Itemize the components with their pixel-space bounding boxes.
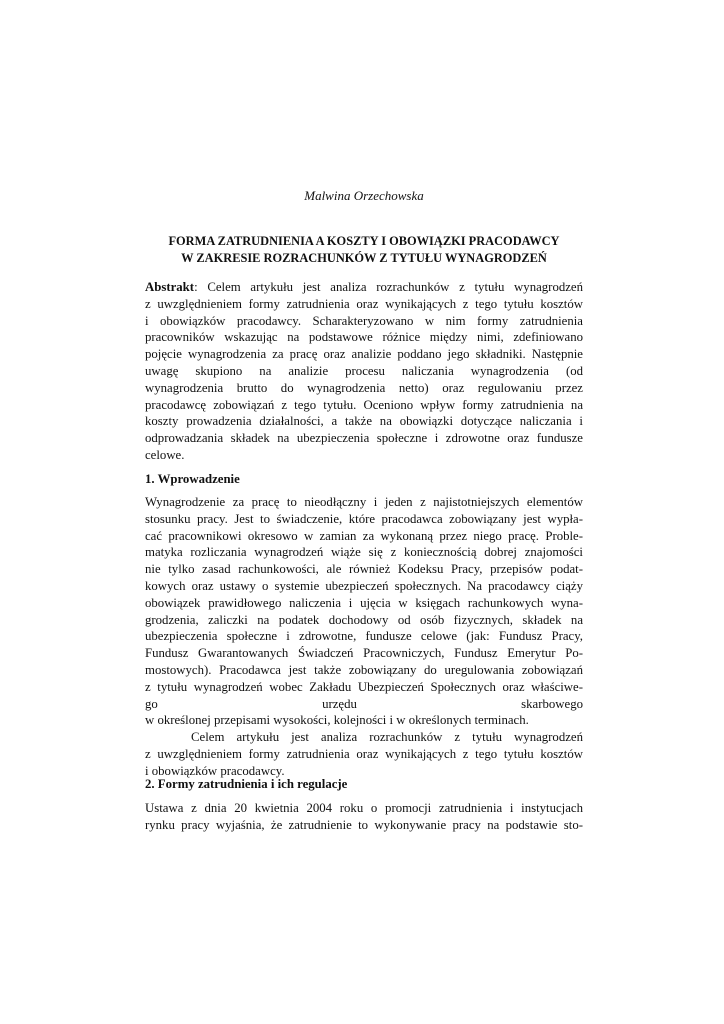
abstract-first-line: : Celem artykułu jest analiza rozrachunków z tytułu wynagrodzeń [194,280,583,294]
body-line: rynku pracy wyjaśnia, że zatrudnienie to wykonywanie pracy na podstawie sto- [145,817,583,832]
body-line: z tytułu wynagrodzeń wobec Zakładu Ubezpieczeń Społecznych oraz właściwe- [145,679,583,694]
abstract-line: i obowiązków pracodawcy. Scharakteryzowano w nim formy zatrudnienia [145,313,583,328]
abstract-line: pracodawcę zobowiązań z tego tytułu. Oceniono wpływ formy zatrudnienia na [145,397,583,412]
abstract-line: koszty prowadzenia działalności, a także na obowiązki dotyczące naliczania i [145,414,583,429]
abstract-line: celowe. [145,447,185,462]
section-heading-introduction: 1. Wprowadzenie [145,472,240,486]
body-line: obowiązek prawidłowego naliczenia i ujęcia w księgach rachunkowych wyna- [145,595,583,610]
body-line: mostowych). Pracodawca jest także zobowiązany do uregulowania zobowiązań [145,662,583,677]
body-line: go urzędu skarbowego [145,696,583,711]
body-line: ubezpieczenia społeczne i zdrowotne, fundusze celowe (jak: Fundusz Pracy, [145,629,583,644]
section-heading-employment-forms: 2. Formy zatrudnienia i ich regulacje [145,777,348,791]
abstract-line: odprowadzania składek na ubezpieczenia społeczne i zdrowotne oraz fundusze [145,431,583,446]
body-line: w określonej przepisami wysokości, kolejności i w określonych terminach. [145,713,529,728]
author-name: Malwina Orzechowska [304,188,424,203]
abstract-line: pracowników wskazując na podstawowe różnice między nimi, zdefiniowano [145,330,583,345]
title-line: FORMA ZATRUDNIENIA A KOSZTY I OBOWIĄZKI PRACODAWCY [168,234,560,248]
paper-title [145,233,583,267]
body-line: matyka rozliczania wynagrodzeń wiąże się z koniecznością dobrej znajomości [145,545,583,560]
body-line: Celem artykułu jest analiza rozrachunków z tytułu wynagrodzeń [191,730,583,745]
abstract-label: Abstrakt [145,280,195,294]
abstract-line: z uwzględnieniem formy zatrudnienia oraz wynikających z tego tytułu kosztów [145,296,583,311]
body-line: Wynagrodzenie za pracę to nieodłączny i jeden z najistotniejszych elementów [145,495,583,509]
body-line: cać pracownikowi okresowo w zamian za wykonaną przez niego pracę. Proble- [145,528,583,543]
body-line: z uwzględnieniem formy zatrudnienia oraz wynikających z tego tytułu kosztów [145,746,583,761]
body-line: Fundusz Gwarantowanych Świadczeń Pracowniczych, Fundusz Emerytur Po- [145,646,583,661]
body-line: kowych oraz ustawy o systemie ubezpieczeń społecznych. Na pracodawcy ciąży [145,578,583,593]
abstract-line [145,279,583,296]
body-line: Ustawa z dnia 20 kwietnia 2004 roku o promocji zatrudnienia i instytucjach [145,801,583,815]
body-line: stosunku pracy. Jest to świadczenie, które pracodawca zobowiązany jest wypła- [145,511,583,526]
body-line: i obowiązków pracodawcy. [145,763,285,778]
abstract-line: uwagę skupiono na analizie procesu naliczania wynagrodzenia (od [145,363,583,378]
section-introduction-body [145,494,583,780]
title-line: W ZAKRESIE ROZRACHUNKÓW Z TYTUŁU WYNAGRODZEŃ [181,251,547,265]
section-employment-forms-body [145,800,583,834]
body-line: nie tylko zasad rachunkowości, ale również Kodeksu Pracy, przepisów podat- [145,562,583,577]
abstract-line: pojęcie wynagrodzenia za pracę oraz analizie poddano jego składniki. Następnie [145,347,583,362]
body-line: grodzenia, zaliczki na podatek dochodowy od osób fizycznych, składek na [145,612,583,627]
abstract [145,279,583,464]
abstract-line: wynagrodzenia brutto do wynagrodzenia netto) oraz regulowaniu przez [145,380,583,395]
